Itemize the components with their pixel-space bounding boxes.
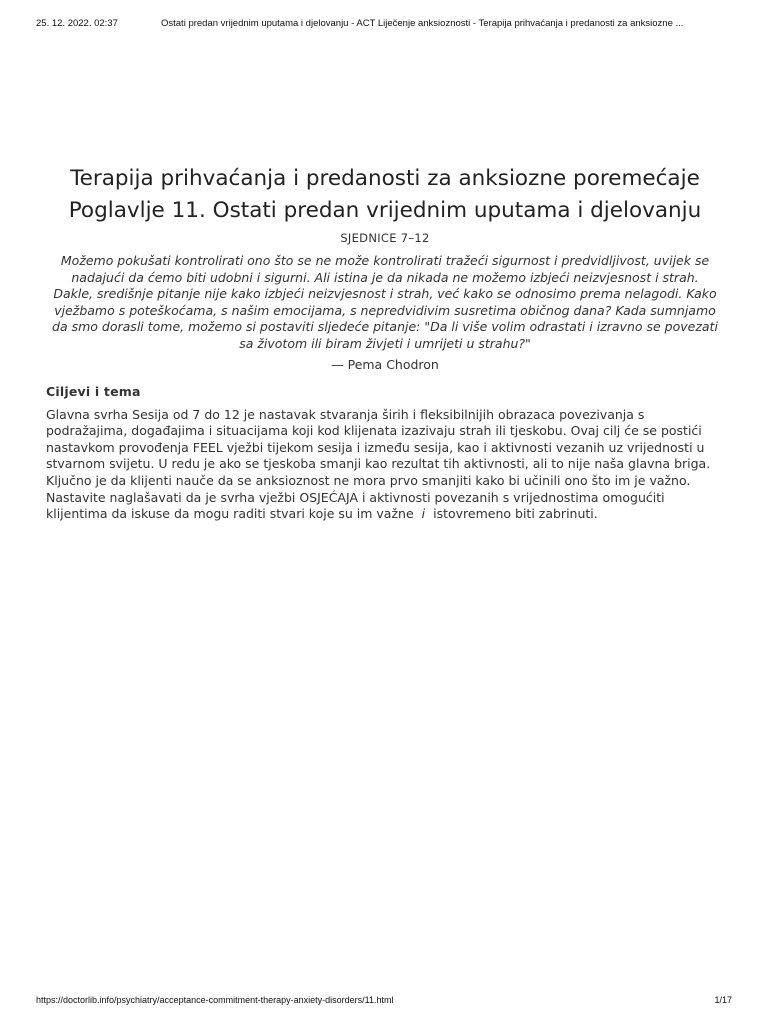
print-footer [36,995,732,1005]
epigraph: Možemo pokušati kontrolirati ono što se ne može kontrolirati tražeći sigurnost i predvidljivost, uvijek se nadajući da ćemo biti udobni i sigurni. Ali istina je da nikada ne možemo izbjeći neizvjesnost i strah. Dakle, središnje pitanje nije kako izbjeći neizvjesnost i strah, već kako se odnosimo prema nelagodi. Kako vježbamo s poteškoćama, s našim emocijama, s nepredvidivim susretima običnog dana? Kada sumnjamo da smo dorasli tome, možemo si postaviti sljedeće pitanje: "Da li više volim odrastati i izravno se povezati sa životom ili biram živjeti i umrijeti u strahu?" [52,253,718,351]
sessions-label: SJEDNICE 7–12 [340,231,430,245]
paragraph-emphasis: i [421,506,426,522]
print-document-title: Ostati predan vrijednim uputama i djelovanju - ACT Liječenje anksioznosti - Terapija prihvaćanja i predanosti za anksiozne ... [161,18,684,29]
paragraph-text-end: istovremeno biti zabrinuti. [433,506,598,522]
print-datetime: 25. 12. 2022. 02:37 [36,18,118,29]
book-title: Terapija prihvaćanja i predanosti za anksiozne poremećaje [70,166,700,191]
article [46,166,724,523]
paragraph-text: Glavna svrha Sesija od 7 do 12 je nastavak stvaranja širih i fleksibilnijih obrazaca povezivanja s podražajima, događajima i situacijama koji kod klijenata izazivaju strah ili tjeskobu. Ovaj cilj će se postići nastavkom provođenja FEEL vježbi tijekom sesija i između sesija, kao i aktivnosti vezanih uz vrijednosti u stvarnom svijetu. U redu je ako se tjeskoba smanji kao rezultat tih aktivnosti, ali to nije naša glavna briga. Ključno je da klijenti nauče da se anksioznost ne mora prvo smanjiti kako bi učinili ono što im je važno. Nastavite naglašavati da je svrha vježbi OSJEĆAJA i aktivnosti povezanih s vrijednostima omogućiti klijentima da iskuse da mogu raditi stvari koje su im važne [46,406,711,522]
chapter-title: Poglavlje 11. Ostati predan vrijednim uputama i djelovanju [68,198,702,223]
page-indicator: 1/17 [714,995,732,1005]
section-heading: Ciljevi i tema [46,383,141,399]
print-header [36,18,732,29]
source-url: https://doctorlib.info/psychiatry/acceptance-commitment-therapy-anxiety-disorders/11.html [36,995,394,1005]
epigraph-attribution: — Pema Chodron [331,356,439,372]
body-paragraph [46,407,724,523]
